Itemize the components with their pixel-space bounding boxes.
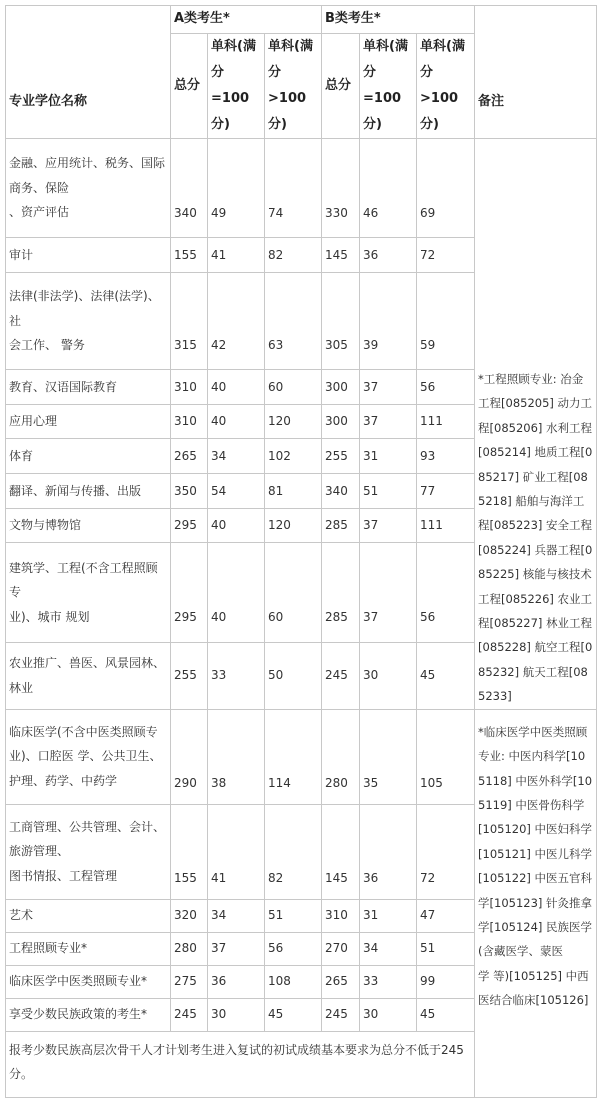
score-cell: 56 bbox=[417, 370, 475, 405]
score-cell: 265 bbox=[322, 965, 360, 998]
score-cell: 72 bbox=[417, 238, 475, 273]
score-cell: 300 bbox=[322, 370, 360, 405]
score-cell: 310 bbox=[322, 899, 360, 932]
score-cell: 340 bbox=[171, 139, 208, 238]
score-cell: 40 bbox=[208, 404, 265, 439]
score-cell: 305 bbox=[322, 273, 360, 370]
major-name: 享受少数民族政策的考生* bbox=[6, 998, 171, 1031]
score-cell: 295 bbox=[171, 508, 208, 543]
score-cell: 30 bbox=[360, 642, 417, 709]
major-name: 体育 bbox=[6, 439, 171, 474]
score-cell: 36 bbox=[208, 965, 265, 998]
score-cell: 38 bbox=[208, 709, 265, 804]
score-cell: 285 bbox=[322, 508, 360, 543]
major-name: 文物与博物馆 bbox=[6, 508, 171, 543]
score-requirements-table bbox=[5, 5, 597, 1098]
score-cell: 34 bbox=[208, 439, 265, 474]
score-cell: 51 bbox=[360, 474, 417, 509]
score-cell: 350 bbox=[171, 474, 208, 509]
major-name: 翻译、新闻与传播、出版 bbox=[6, 474, 171, 509]
score-cell: 54 bbox=[208, 474, 265, 509]
group-b-header: B类考生* bbox=[322, 6, 475, 34]
score-cell: 330 bbox=[322, 139, 360, 238]
score-cell: 42 bbox=[208, 273, 265, 370]
major-name: 工商管理、公共管理、会计、 旅游管理、 图书情报、工程管理 bbox=[6, 804, 171, 899]
score-cell: 120 bbox=[265, 508, 322, 543]
score-cell: 46 bbox=[360, 139, 417, 238]
score-cell: 30 bbox=[208, 998, 265, 1031]
major-name: 建筑学、工程(不含工程照顾专 业)、城市 规划 bbox=[6, 543, 171, 642]
major-name: 临床医学中医类照顾专业* bbox=[6, 965, 171, 998]
remark-tcm: *临床医学中医类照顾 专业: 中医内科学[10 5118] 中医外科学[10 5119] 中医骨伤科学 [105120] 中医妇科学 [105121] 中医儿科学 [105122] 中医五官科 学[105123] 针灸推拿 学[105124] 民族医学 (含藏医学、蒙医 学 等)[105125] 中西 医结合临床[105126] bbox=[475, 709, 597, 1097]
score-cell: 145 bbox=[322, 238, 360, 273]
score-cell: 34 bbox=[208, 899, 265, 932]
major-header: 专业学位名称 bbox=[6, 6, 171, 139]
score-cell: 270 bbox=[322, 932, 360, 965]
score-cell: 120 bbox=[265, 404, 322, 439]
score-cell: 47 bbox=[417, 899, 475, 932]
score-cell: 49 bbox=[208, 139, 265, 238]
score-cell: 60 bbox=[265, 543, 322, 642]
score-cell: 105 bbox=[417, 709, 475, 804]
score-cell: 280 bbox=[322, 709, 360, 804]
major-name: 工程照顾专业* bbox=[6, 932, 171, 965]
score-cell: 310 bbox=[171, 370, 208, 405]
score-cell: 51 bbox=[265, 899, 322, 932]
score-cell: 37 bbox=[360, 508, 417, 543]
score-cell: 33 bbox=[208, 642, 265, 709]
b-single-over100-header: 单科(满 分 >100 分) bbox=[417, 34, 475, 139]
remark-engineering: *工程照顾专业: 冶金 工程[085205] 动力工 程[085206] 水利工程 [085214] 地质工程[0 85217] 矿业工程[08 5218] 船舶与海洋工 程[085223] 安全工程 [085224] 兵器工程[0 85225] 核能与核技术 工程[085226] 农业工 程[085227] 林业工程 [085228] 航空工程[0 85232] 航天工程[08 5233] bbox=[475, 139, 597, 710]
score-cell: 63 bbox=[265, 273, 322, 370]
score-cell: 245 bbox=[171, 998, 208, 1031]
score-cell: 41 bbox=[208, 238, 265, 273]
score-cell: 255 bbox=[171, 642, 208, 709]
score-cell: 34 bbox=[360, 932, 417, 965]
major-name: 教育、汉语国际教育 bbox=[6, 370, 171, 405]
score-cell: 45 bbox=[417, 998, 475, 1031]
major-name: 法律(非法学)、法律(法学)、社 会工作、 警务 bbox=[6, 273, 171, 370]
a-single100-header: 单科(满 分 =100 分) bbox=[208, 34, 265, 139]
score-cell: 255 bbox=[322, 439, 360, 474]
score-cell: 245 bbox=[322, 998, 360, 1031]
score-cell: 31 bbox=[360, 899, 417, 932]
major-name: 应用心理 bbox=[6, 404, 171, 439]
score-cell: 39 bbox=[360, 273, 417, 370]
score-cell: 114 bbox=[265, 709, 322, 804]
score-cell: 45 bbox=[417, 642, 475, 709]
major-name: 审计 bbox=[6, 238, 171, 273]
score-cell: 295 bbox=[171, 543, 208, 642]
score-cell: 33 bbox=[360, 965, 417, 998]
major-name: 艺术 bbox=[6, 899, 171, 932]
score-cell: 82 bbox=[265, 804, 322, 899]
score-cell: 155 bbox=[171, 238, 208, 273]
score-cell: 82 bbox=[265, 238, 322, 273]
score-cell: 51 bbox=[417, 932, 475, 965]
score-cell: 56 bbox=[265, 932, 322, 965]
score-cell: 56 bbox=[417, 543, 475, 642]
group-a-header: A类考生* bbox=[171, 6, 322, 34]
score-cell: 74 bbox=[265, 139, 322, 238]
score-cell: 111 bbox=[417, 404, 475, 439]
b-total-header: 总分 bbox=[322, 34, 360, 139]
score-cell: 30 bbox=[360, 998, 417, 1031]
score-cell: 285 bbox=[322, 543, 360, 642]
major-name: 金融、应用统计、税务、国际 商务、保险 、资产评估 bbox=[6, 139, 171, 238]
score-cell: 40 bbox=[208, 543, 265, 642]
score-cell: 300 bbox=[322, 404, 360, 439]
score-cell: 290 bbox=[171, 709, 208, 804]
score-cell: 245 bbox=[322, 642, 360, 709]
score-cell: 37 bbox=[360, 543, 417, 642]
score-cell: 37 bbox=[208, 932, 265, 965]
score-cell: 37 bbox=[360, 404, 417, 439]
score-cell: 60 bbox=[265, 370, 322, 405]
major-name: 临床医学(不含中医类照顾专 业)、口腔医 学、公共卫生、 护理、药学、中药学 bbox=[6, 709, 171, 804]
a-total-header: 总分 bbox=[171, 34, 208, 139]
score-cell: 41 bbox=[208, 804, 265, 899]
score-cell: 315 bbox=[171, 273, 208, 370]
score-cell: 35 bbox=[360, 709, 417, 804]
score-cell: 145 bbox=[322, 804, 360, 899]
remarks-header: 备注 bbox=[475, 6, 597, 139]
score-cell: 72 bbox=[417, 804, 475, 899]
score-cell: 77 bbox=[417, 474, 475, 509]
score-cell: 40 bbox=[208, 370, 265, 405]
score-cell: 265 bbox=[171, 439, 208, 474]
score-cell: 37 bbox=[360, 370, 417, 405]
score-cell: 275 bbox=[171, 965, 208, 998]
score-cell: 31 bbox=[360, 439, 417, 474]
score-cell: 69 bbox=[417, 139, 475, 238]
score-cell: 40 bbox=[208, 508, 265, 543]
score-cell: 280 bbox=[171, 932, 208, 965]
footnote: 报考少数民族高层次骨干人才计划考生进入复试的初试成绩基本要求为总分不低于245 分。 bbox=[6, 1031, 475, 1097]
score-cell: 108 bbox=[265, 965, 322, 998]
score-cell: 81 bbox=[265, 474, 322, 509]
a-single-over100-header: 单科(满 分 >100 分) bbox=[265, 34, 322, 139]
score-cell: 59 bbox=[417, 273, 475, 370]
score-cell: 99 bbox=[417, 965, 475, 998]
score-cell: 320 bbox=[171, 899, 208, 932]
score-cell: 111 bbox=[417, 508, 475, 543]
score-cell: 93 bbox=[417, 439, 475, 474]
major-name: 农业推广、兽医、风景园林、 林业 bbox=[6, 642, 171, 709]
score-cell: 45 bbox=[265, 998, 322, 1031]
score-cell: 310 bbox=[171, 404, 208, 439]
score-cell: 50 bbox=[265, 642, 322, 709]
score-cell: 102 bbox=[265, 439, 322, 474]
score-cell: 155 bbox=[171, 804, 208, 899]
score-cell: 36 bbox=[360, 804, 417, 899]
score-cell: 36 bbox=[360, 238, 417, 273]
b-single100-header: 单科(满 分 =100 分) bbox=[360, 34, 417, 139]
score-cell: 340 bbox=[322, 474, 360, 509]
